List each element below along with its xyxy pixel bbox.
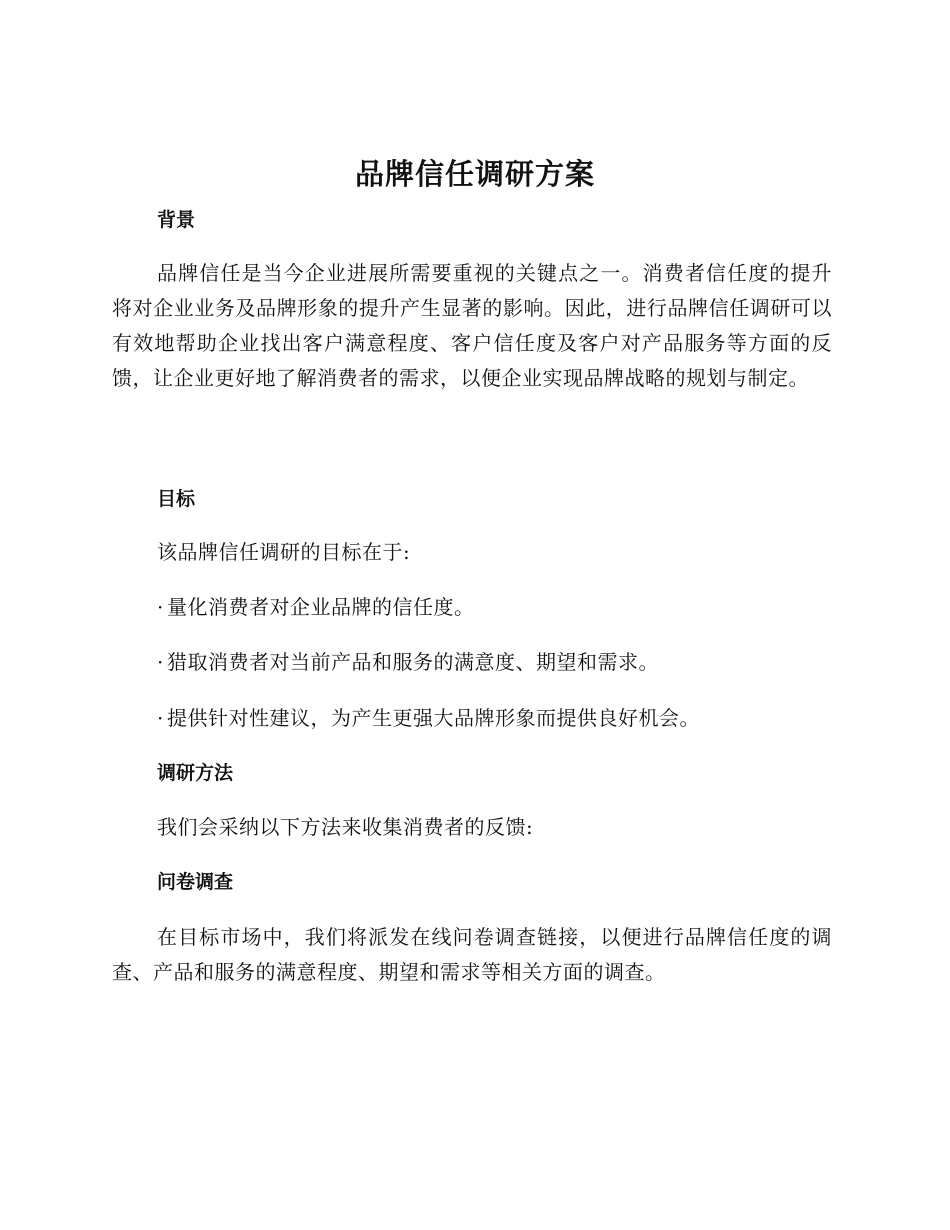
page-title: 品牌信任调研方案 [354, 157, 595, 191]
bullet-mark: · [157, 706, 164, 730]
goal-item-text: 量化消费者对企业品牌的信任度。 [167, 595, 475, 619]
goal-item [157, 647, 659, 677]
goal-item-text: 提供针对性建议，为产生更强大品牌形象而提供良好机会。 [167, 706, 700, 730]
bullet-mark: · [157, 650, 164, 674]
goal-item [157, 703, 700, 733]
methods-intro: 我们会采纳以下方法来收集消费者的反馈: [157, 815, 534, 839]
section-heading-background: 背景 [157, 209, 196, 231]
background-paragraph: 品牌信任是当今企业进展所需要重视的关键点之一。消费者信任度的提升将对企业业务及品牌形象的提升产生显著的影响。因此，进行品牌信任调研可以有效地帮助企业找出客户满意程度、客户信任度及客户对产品服务等方面的反馈，让企业更好地了解消费者的需求，以便企业实现品牌战略的规划与制定。 [112, 261, 832, 390]
goals-intro: 该品牌信任调研的目标在于: [157, 540, 411, 564]
survey-paragraph: 在目标市场中，我们将派发在线问卷调查链接，以便进行品牌信任度的调查、产品和服务的满意程度、期望和需求等相关方面的调查。 [112, 925, 832, 984]
section-heading-goals: 目标 [157, 488, 196, 510]
goal-item [157, 592, 475, 622]
goal-item-text: 猎取消费者对当前产品和服务的满意度、期望和需求。 [167, 650, 659, 674]
section-heading-methods: 调研方法 [157, 762, 234, 784]
bullet-mark: · [157, 595, 164, 619]
section-heading-survey: 问卷调查 [157, 871, 234, 893]
